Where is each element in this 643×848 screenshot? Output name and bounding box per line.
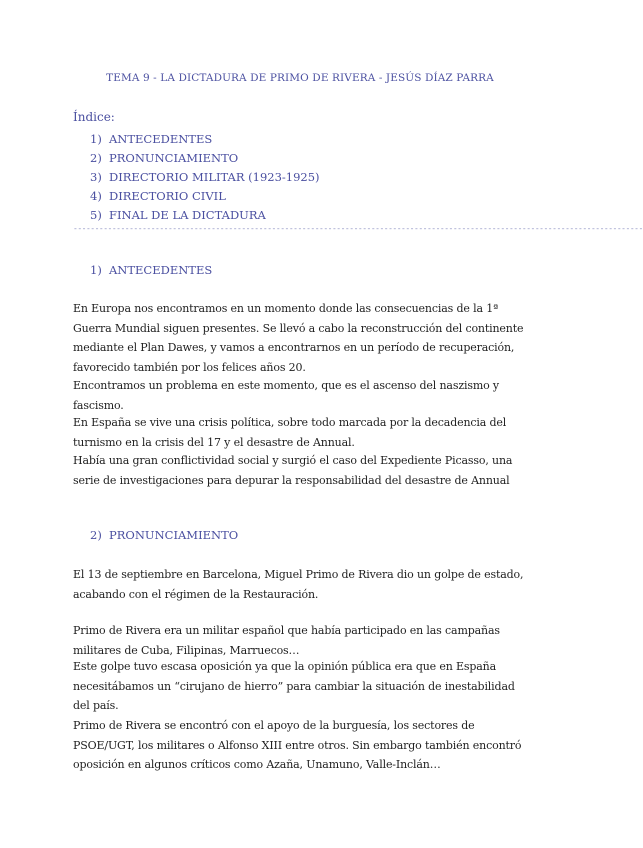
paragraph: Había una gran conflictividad social y surgió el caso del Expediente Picasso, una serie de investigaciones para depurar la responsabilidad del desastre de Annual (73, 454, 513, 487)
index-item-label: DIRECTORIO CIVIL (109, 189, 226, 203)
index-item-label: PRONUNCIAMIENTO (109, 151, 239, 165)
paragraph: El 13 de septiembre en Barcelona, Miguel Primo de Rivera dio un golpe de estado, acabando con el régimen de la Restauración. (73, 568, 524, 601)
index-item-number: 5) (90, 208, 102, 222)
section-heading-antecedentes (90, 263, 212, 277)
section-title: PRONUNCIAMIENTO (109, 528, 239, 542)
section-heading-pronunciamiento (90, 528, 238, 542)
index-item-number: 1) (90, 132, 102, 146)
section-number: 2) (90, 528, 102, 542)
paragraph: Encontramos un problema en este momento, que es el ascenso del naszismo y fascismo. (73, 379, 499, 412)
index-item[interactable] (90, 149, 320, 168)
dashed-divider: ------------------------------------------------------------------------------------------------------------------------------------ (73, 224, 643, 233)
index-item-label: ANTECEDENTES (109, 132, 213, 146)
document-title: TEMA 9 - LA DICTADURA DE PRIMO DE RIVERA - JESÚS DÍAZ PARRA (106, 72, 494, 84)
index-item[interactable] (90, 187, 320, 206)
index-item[interactable] (90, 206, 320, 225)
paragraph: En Europa nos encontramos en un momento donde las consecuencias de la 1ª Guerra Mundial siguen presentes. Se llevó a cabo la reconstrucción del continente mediante el Plan Dawes, y vamos a encontrarnos en un período de recuperación, favorecido también por los felices años 20. (73, 302, 524, 374)
index-item[interactable] (90, 130, 320, 149)
index-list (90, 130, 320, 225)
paragraph: Primo de Rivera era un militar español que había participado en las campañas militares de Cuba, Filipinas, Marruecos… (73, 624, 500, 657)
index-item-number: 4) (90, 189, 102, 203)
index-item-number: 2) (90, 151, 102, 165)
paragraph: En España se vive una crisis política, sobre todo marcada por la decadencia del turnismo en la crisis del 17 y el desastre de Annual. (73, 416, 507, 449)
index-label: Índice: (73, 110, 115, 124)
paragraph: Primo de Rivera se encontró con el apoyo de la burguesía, los sectores de PSOE/UGT, los militares o Alfonso XIII entre otros. Sin embargo también encontró oposición en algunos críticos como Azaña, Unamuno, Valle-Inclán… (73, 719, 522, 771)
index-item-number: 3) (90, 170, 102, 184)
index-item-label: DIRECTORIO MILITAR (1923-1925) (109, 170, 320, 184)
index-item[interactable] (90, 168, 320, 187)
paragraph: Este golpe tuvo escasa oposición ya que la opinión pública era que en España necesitábamos un “cirujano de hierro” para cambiar la situación de inestabilidad del país. (73, 660, 515, 712)
section-title: ANTECEDENTES (109, 263, 213, 277)
section-number: 1) (90, 263, 102, 277)
index-item-label: FINAL DE LA DICTADURA (109, 208, 266, 222)
